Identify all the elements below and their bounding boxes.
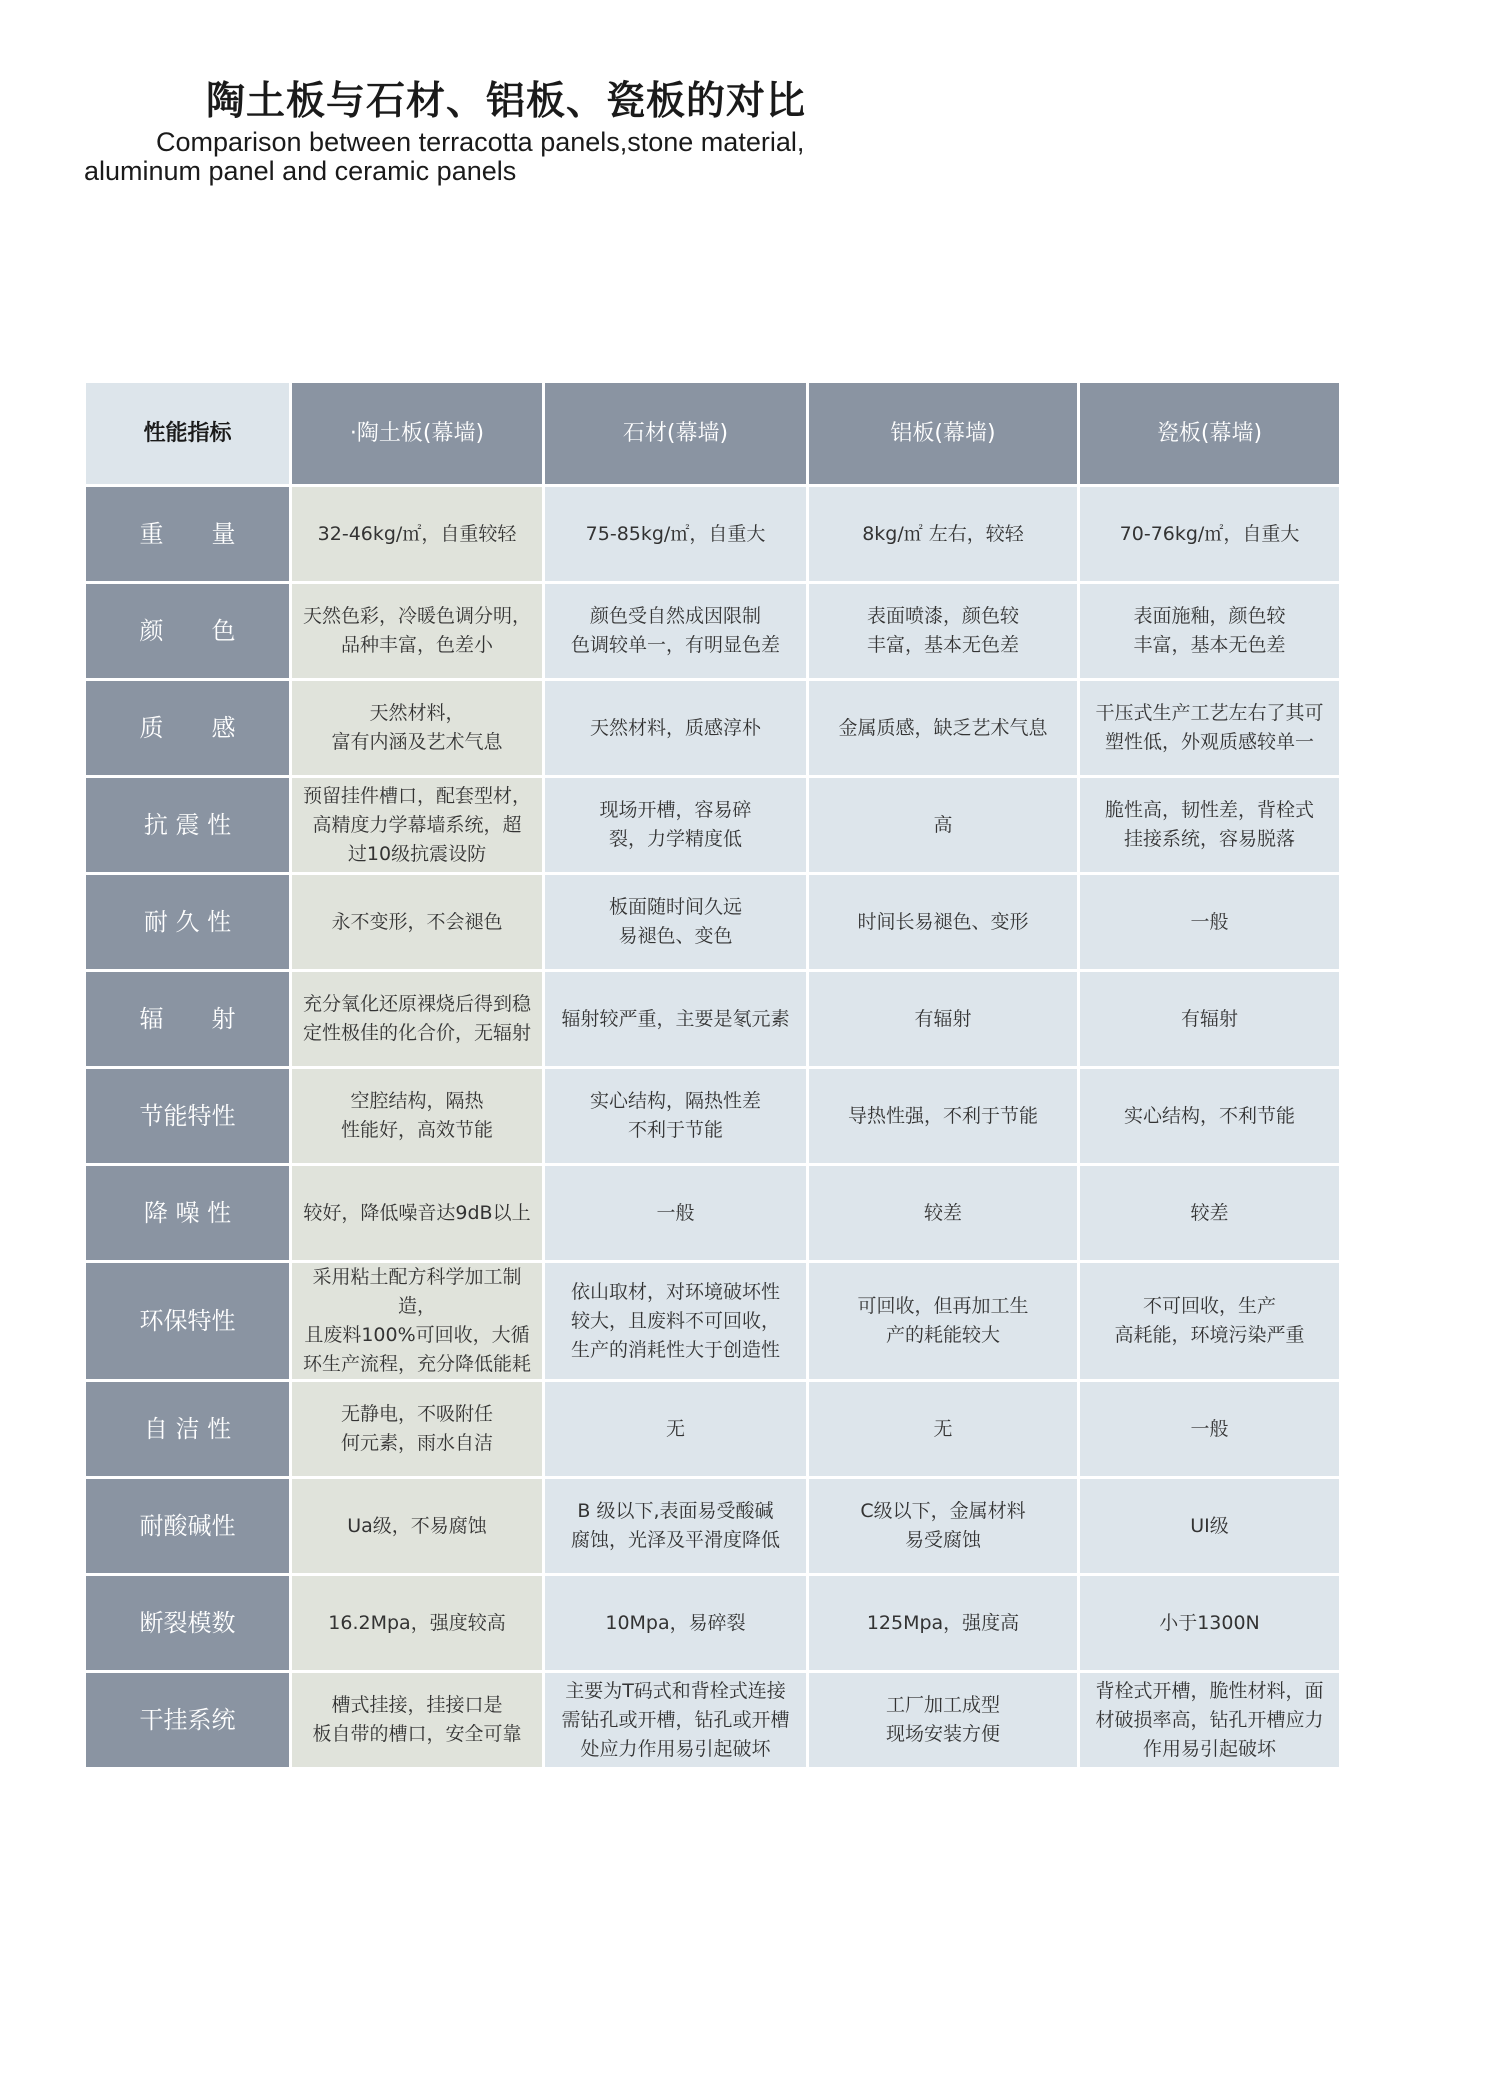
- cell-terracotta: [291, 971, 544, 1068]
- cell-text: 70-76kg/㎡，自重大: [1119, 522, 1300, 545]
- cell-stone: [544, 1575, 808, 1672]
- cell-text: 工厂加工成型 现场安装方便: [885, 1694, 1000, 1745]
- cell-text: 背栓式开槽，脆性材料，面 材破损率高，钻孔开槽应力 作用易引起破坏: [1095, 1679, 1324, 1760]
- cell-stone: [544, 874, 808, 971]
- cell-text: 板面随时间久远 易褪色、变色: [608, 896, 742, 947]
- cell-text: 表面施釉，颜色较 丰富，基本无色差: [1133, 605, 1286, 656]
- cell-text: 空腔结构，隔热 性能好，高效节能: [340, 1090, 493, 1141]
- cell-terracotta: [291, 680, 544, 777]
- cell-text: 10Mpa，易碎裂: [605, 1611, 746, 1634]
- cell-ceramic: [1079, 1262, 1341, 1381]
- cell-text: 颜色受自然成因限制 色调较单一，有明显色差: [570, 605, 780, 656]
- table-row: [85, 874, 1341, 971]
- subtitle-line-1: Comparison between terracotta panels,stone material,: [156, 127, 805, 157]
- cell-text: 实心结构，不利节能: [1123, 1104, 1295, 1127]
- cell-aluminum: [808, 1068, 1079, 1165]
- comparison-table: [83, 380, 1342, 1770]
- cell-stone: [544, 680, 808, 777]
- cell-text: 较差: [1190, 1201, 1229, 1224]
- table-row: [85, 1068, 1341, 1165]
- cell-text: 预留挂件槽口，配套型材， 高精度力学幕墙系统，超 过10级抗震设防: [302, 784, 531, 865]
- column-header-terracotta: ·陶土板(幕墙): [291, 382, 544, 486]
- cell-terracotta: [291, 1262, 544, 1381]
- cell-aluminum: [808, 1262, 1079, 1381]
- cell-ceramic: [1079, 1068, 1341, 1165]
- row-label: 干挂系统: [85, 1672, 291, 1769]
- cell-terracotta: [291, 1165, 544, 1262]
- cell-aluminum: [808, 874, 1079, 971]
- cell-text: C级以下，金属材料 易受腐蚀: [860, 1500, 1026, 1551]
- table-body: [85, 486, 1341, 1769]
- cell-text: 辐射较严重，主要是氡元素: [561, 1007, 790, 1030]
- cell-stone: [544, 1381, 808, 1478]
- row-label: 节能特性: [85, 1068, 291, 1165]
- column-header-stone: 石材(幕墙): [544, 382, 808, 486]
- cell-terracotta: [291, 1478, 544, 1575]
- row-label: 环保特性: [85, 1262, 291, 1381]
- cell-text: 无: [665, 1417, 685, 1440]
- cell-text: 一般: [656, 1201, 695, 1224]
- cell-text: 125Mpa，强度高: [866, 1611, 1020, 1634]
- cell-stone: [544, 1262, 808, 1381]
- row-label: 降 噪 性: [85, 1165, 291, 1262]
- table-row: [85, 1672, 1341, 1769]
- cell-text: 可回收，但再加工生 产的耗能较大: [857, 1295, 1029, 1346]
- row-label: 断裂模数: [85, 1575, 291, 1672]
- row-label: 耐 久 性: [85, 874, 291, 971]
- header-corner-cell: 性能指标: [85, 382, 291, 486]
- cell-terracotta: [291, 874, 544, 971]
- cell-stone: [544, 583, 808, 680]
- cell-ceramic: [1079, 1381, 1341, 1478]
- cell-terracotta: [291, 583, 544, 680]
- cell-stone: [544, 486, 808, 583]
- cell-aluminum: [808, 971, 1079, 1068]
- cell-ceramic: [1079, 486, 1341, 583]
- cell-ceramic: [1079, 874, 1341, 971]
- cell-aluminum: [808, 1478, 1079, 1575]
- table-header: [85, 382, 1341, 486]
- cell-ceramic: [1079, 583, 1341, 680]
- cell-aluminum: [808, 680, 1079, 777]
- cell-text: 32-46kg/㎡，自重较轻: [317, 522, 517, 545]
- cell-ceramic: [1079, 777, 1341, 874]
- cell-text: 金属质感，缺乏艺术气息: [838, 716, 1048, 739]
- cell-text: 8kg/㎡ 左右，较轻: [862, 522, 1024, 545]
- table-row: [85, 486, 1341, 583]
- cell-aluminum: [808, 1381, 1079, 1478]
- cell-text: 16.2Mpa，强度较高: [328, 1611, 506, 1634]
- cell-stone: [544, 1068, 808, 1165]
- cell-text: 主要为T码式和背栓式连接 需钻孔或开槽，钻孔或开槽 处应力作用易引起破坏: [561, 1679, 790, 1760]
- cell-aluminum: [808, 1672, 1079, 1769]
- cell-text: 天然材料，质感淳朴: [589, 716, 761, 739]
- cell-aluminum: [808, 1165, 1079, 1262]
- cell-stone: [544, 1165, 808, 1262]
- cell-ceramic: [1079, 971, 1341, 1068]
- cell-text: 高: [933, 813, 953, 836]
- cell-text: 一般: [1190, 910, 1229, 933]
- cell-text: 脆性高，韧性差，背栓式 挂接系统，容易脱落: [1104, 799, 1314, 850]
- cell-stone: [544, 1672, 808, 1769]
- cell-text: 永不变形，不会褪色: [331, 910, 503, 933]
- subtitle-line-2: aluminum panel and ceramic panels: [84, 156, 517, 186]
- cell-aluminum: [808, 1575, 1079, 1672]
- cell-text: 较差: [923, 1201, 962, 1224]
- cell-text: 天然材料， 富有内涵及艺术气息: [331, 702, 503, 753]
- table-row: [85, 1575, 1341, 1672]
- cell-stone: [544, 777, 808, 874]
- table-row: [85, 1478, 1341, 1575]
- cell-text: 时间长易褪色、变形: [857, 910, 1029, 933]
- cell-terracotta: [291, 1575, 544, 1672]
- table-row: [85, 1165, 1341, 1262]
- page-title: 陶土板与石材、铝板、瓷板的对比: [206, 79, 807, 124]
- row-label: 自 洁 性: [85, 1381, 291, 1478]
- cell-text: 表面喷漆，颜色较 丰富，基本无色差: [866, 605, 1019, 656]
- cell-text: 有辐射: [1180, 1007, 1238, 1030]
- cell-text: B 级以下,表面易受酸碱 腐蚀，光泽及平滑度降低: [570, 1500, 780, 1551]
- cell-text: UI级: [1190, 1514, 1229, 1537]
- cell-aluminum: [808, 777, 1079, 874]
- cell-text: 小于1300N: [1159, 1611, 1260, 1634]
- header-row: [85, 382, 1341, 486]
- cell-terracotta: [291, 1672, 544, 1769]
- cell-text: 一般: [1190, 1417, 1229, 1440]
- cell-text: 无静电，不吸附任 何元素，雨水自洁: [340, 1403, 493, 1454]
- cell-text: 现场开槽，容易碎 裂，力学精度低: [599, 799, 752, 850]
- cell-terracotta: [291, 1068, 544, 1165]
- cell-text: 不可回收，生产 高耗能，环境污染严重: [1114, 1295, 1305, 1346]
- cell-ceramic: [1079, 680, 1341, 777]
- cell-ceramic: [1079, 1165, 1341, 1262]
- table-row: [85, 971, 1341, 1068]
- column-header-ceramic: 瓷板(幕墙): [1079, 382, 1341, 486]
- table-row: [85, 583, 1341, 680]
- row-label: 耐酸碱性: [85, 1478, 291, 1575]
- cell-terracotta: [291, 486, 544, 583]
- table-row: [85, 1381, 1341, 1478]
- cell-text: 有辐射: [914, 1007, 972, 1030]
- table-row: [85, 680, 1341, 777]
- cell-text: 干压式生产工艺左右了其可 塑性低，外观质感较单一: [1095, 702, 1324, 753]
- row-label: 质 感: [85, 680, 291, 777]
- table-row: [85, 777, 1341, 874]
- cell-ceramic: [1079, 1478, 1341, 1575]
- cell-text: Ua级，不易腐蚀: [347, 1514, 487, 1537]
- column-header-aluminum: 铝板(幕墙): [808, 382, 1079, 486]
- cell-text: 天然色彩，冷暖色调分明， 品种丰富，色差小: [302, 605, 531, 656]
- cell-text: 采用粘土配方科学加工制造， 且废料100%可回收，大循 环生产流程，充分降低能耗: [302, 1266, 531, 1375]
- cell-text: 依山取材，对环境破坏性 较大，且废料不可回收， 生产的消耗性大于创造性: [570, 1280, 780, 1361]
- cell-stone: [544, 971, 808, 1068]
- table-row: [85, 1262, 1341, 1381]
- cell-ceramic: [1079, 1672, 1341, 1769]
- cell-text: 无: [933, 1417, 953, 1440]
- cell-text: 较好，降低噪音达9dB以上: [303, 1201, 531, 1224]
- cell-text: 75-85kg/㎡，自重大: [585, 522, 766, 545]
- row-label: 辐 射: [85, 971, 291, 1068]
- cell-aluminum: [808, 583, 1079, 680]
- row-label: 重 量: [85, 486, 291, 583]
- page-subtitle: [84, 128, 884, 186]
- row-label: 抗 震 性: [85, 777, 291, 874]
- row-label: 颜 色: [85, 583, 291, 680]
- cell-text: 导热性强，不利于节能: [847, 1104, 1038, 1127]
- cell-ceramic: [1079, 1575, 1341, 1672]
- cell-stone: [544, 1478, 808, 1575]
- cell-aluminum: [808, 486, 1079, 583]
- cell-text: 充分氧化还原裸烧后得到稳 定性极佳的化合价，无辐射: [302, 993, 531, 1044]
- cell-text: 槽式挂接，挂接口是 板自带的槽口，安全可靠: [312, 1694, 522, 1745]
- cell-text: 实心结构，隔热性差 不利于节能: [589, 1090, 761, 1141]
- cell-terracotta: [291, 777, 544, 874]
- cell-terracotta: [291, 1381, 544, 1478]
